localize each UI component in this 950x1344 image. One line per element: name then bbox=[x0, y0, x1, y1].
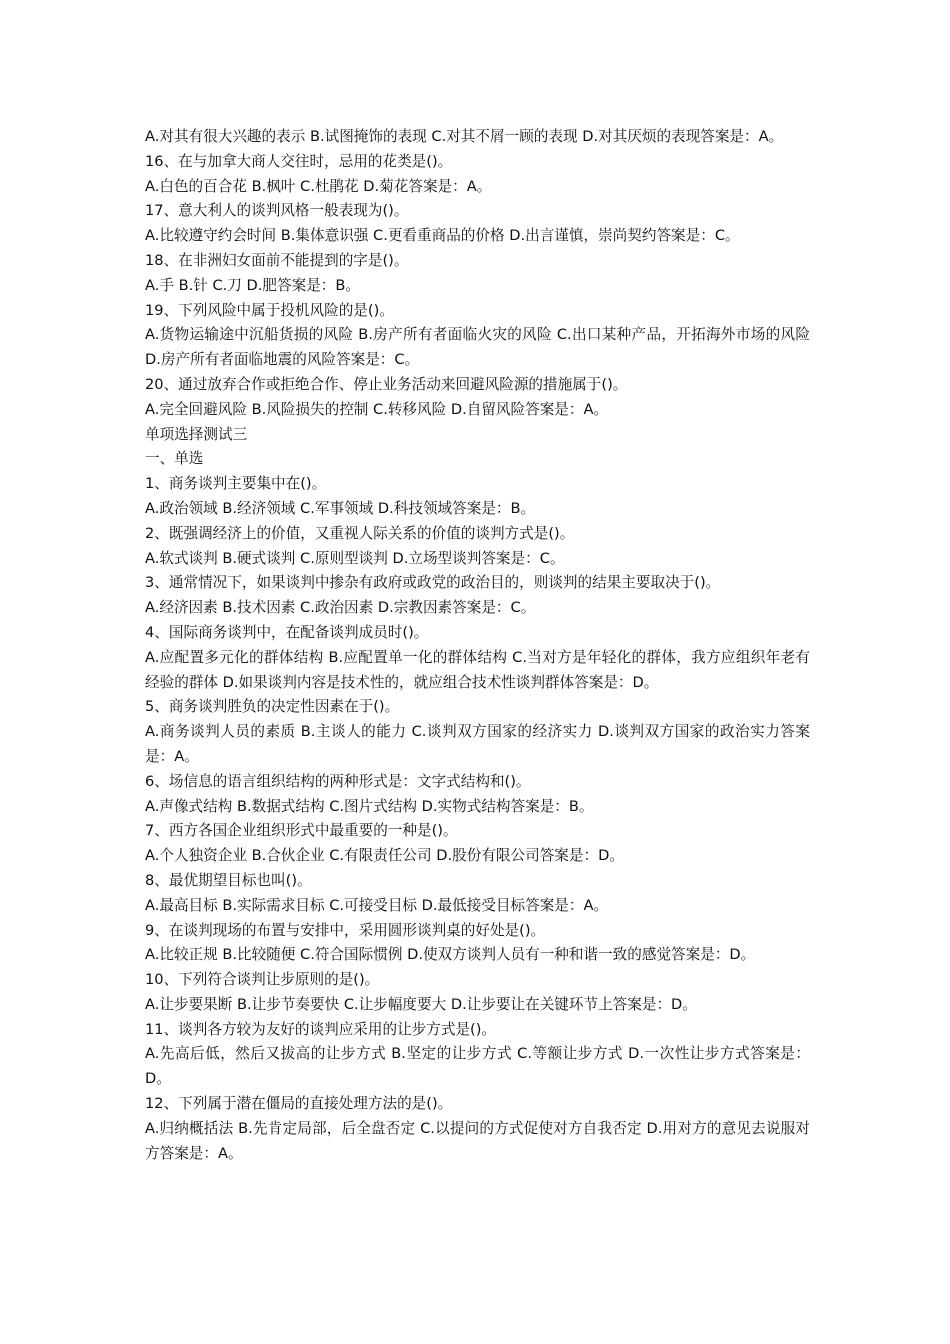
answer-options-s3-8: A.最高目标 B.实际需求目标 C.可接受目标 D.最低接受目标答案是：A。 bbox=[145, 896, 609, 914]
question-s3-3: 3、通常情况下，如果谈判中掺杂有政府或政党的政治目的，则谈判的结果主要取决于()。 bbox=[145, 574, 721, 592]
question-18: 18、在非洲妇女面前不能提到的字是()。 bbox=[145, 251, 409, 269]
question-s3-1: 1、商务谈判主要集中在()。 bbox=[145, 475, 327, 493]
answer-options-19: A.货物运输途中沉船货损的风险 B.房产所有者面临火灾的风险 C.出口某种产品，开拓海外市场的风险 D.房产所有者面临地震的风险答案是：C。 bbox=[145, 326, 810, 369]
question-s3-7: 7、西方各国企业组织形式中最重要的一种是()。 bbox=[145, 822, 458, 840]
answer-options-s3-7: A.个人独资企业 B.合伙企业 C.有限责任公司 D.股份有限公司答案是：D。 bbox=[145, 847, 624, 865]
document-page bbox=[145, 125, 810, 1166]
answer-options-15: A.对其有很大兴趣的表示 B.试图掩饰的表现 C.对其不屑一顾的表现 D.对其厌烦的表现答案是：A。 bbox=[145, 128, 784, 145]
question-s3-6: 6、场信息的语言组织结构的两种形式是：文字式结构和()。 bbox=[145, 772, 531, 790]
question-s3-8: 8、最优期望目标也叫()。 bbox=[145, 871, 312, 889]
answer-options-s3-4: A.应配置多元化的群体结构 B.应配置单一化的群体结构 C.当对方是年轻化的群体，我方应组织年老有经验的群体 D.如果谈判内容是技术性的，就应组合技术性谈判群体答案是：D。 bbox=[145, 648, 810, 691]
answer-options-20: A.完全回避风险 B.风险损失的控制 C.转移风险 D.自留风险答案是：A。 bbox=[145, 400, 609, 418]
answer-options-s3-9: A.比较正规 B.比较随便 C.符合国际惯例 D.使双方谈判人员有一种和谐一致的感觉答案是：D。 bbox=[145, 946, 756, 964]
answer-options-18: A.手 B.针 C.刀 D.肥答案是：B。 bbox=[145, 276, 360, 294]
question-s3-9: 9、在谈判现场的布置与安排中，采用圆形谈判桌的好处是()。 bbox=[145, 921, 546, 939]
question-20: 20、通过放弃合作或拒绝合作、停止业务活动来回避风险源的措施属于()。 bbox=[145, 375, 628, 393]
answer-options-s3-1: A.政治领域 B.经济领域 C.军事领域 D.科技领域答案是：B。 bbox=[145, 499, 536, 517]
question-s3-4: 4、国际商务谈判中，在配备谈判成员时()。 bbox=[145, 623, 429, 641]
answer-options-s3-3: A.经济因素 B.技术因素 C.政治因素 D.宗教因素答案是：C。 bbox=[145, 599, 536, 617]
answer-options-s3-6: A.声像式结构 B.数据式结构 C.图片式结构 D.实物式结构答案是：B。 bbox=[145, 797, 594, 815]
question-19: 19、下列风险中属于投机风险的是()。 bbox=[145, 301, 394, 319]
answer-options-17: A.比较遵守约会时间 B.集体意识强 C.更看重商品的价格 D.出言谨慎，崇尚契约答案是：C。 bbox=[145, 227, 740, 245]
section-title: 单项选择测试三 bbox=[145, 425, 248, 443]
question-s3-2: 2、既强调经济上的价值，又重视人际关系的价值的谈判方式是()。 bbox=[145, 524, 575, 542]
answer-options-16: A.白色的百合花 B.枫叶 C.杜鹃花 D.菊花答案是：A。 bbox=[145, 177, 492, 195]
question-s3-12: 12、下列属于潜在僵局的直接处理方法的是()。 bbox=[145, 1095, 453, 1113]
section-subtitle: 一、单选 bbox=[145, 450, 204, 468]
question-16: 16、在与加拿大商人交往时，忌用的花类是()。 bbox=[145, 152, 453, 170]
question-s3-5: 5、商务谈判胜负的决定性因素在于()。 bbox=[145, 698, 400, 716]
answer-options-s3-10: A.让步要果断 B.让步节奏要快 C.让步幅度要大 D.让步要让在关键环节上答案是：D。 bbox=[145, 995, 697, 1013]
answer-options-s3-5: A.商务谈判人员的素质 B.主谈人的能力 C.谈判双方国家的经济实力 D.谈判双方国家的政治实力答案是：A。 bbox=[145, 723, 810, 765]
answer-options-s3-2: A.软式谈判 B.硬式谈判 C.原则型谈判 D.立场型谈判答案是：C。 bbox=[145, 549, 565, 567]
question-17: 17、意大利人的谈判风格一般表现为()。 bbox=[145, 202, 409, 220]
question-s3-10: 10、下列符合谈判让步原则的是()。 bbox=[145, 971, 380, 989]
answer-options-s3-11: A.先高后低，然后又拔高的让步方式 B.坚定的让步方式 C.等额让步方式 D.一次性让步方式答案是：D。 bbox=[145, 1045, 810, 1088]
question-s3-11: 11、谈判各方较为友好的谈判应采用的让步方式是()。 bbox=[145, 1020, 497, 1038]
answer-options-s3-12: A.归纳概括法 B.先肯定局部，后全盘否定 C.以提问的方式促使对方自我否定 D.用对方的意见去说服对方答案是：A。 bbox=[145, 1119, 810, 1162]
